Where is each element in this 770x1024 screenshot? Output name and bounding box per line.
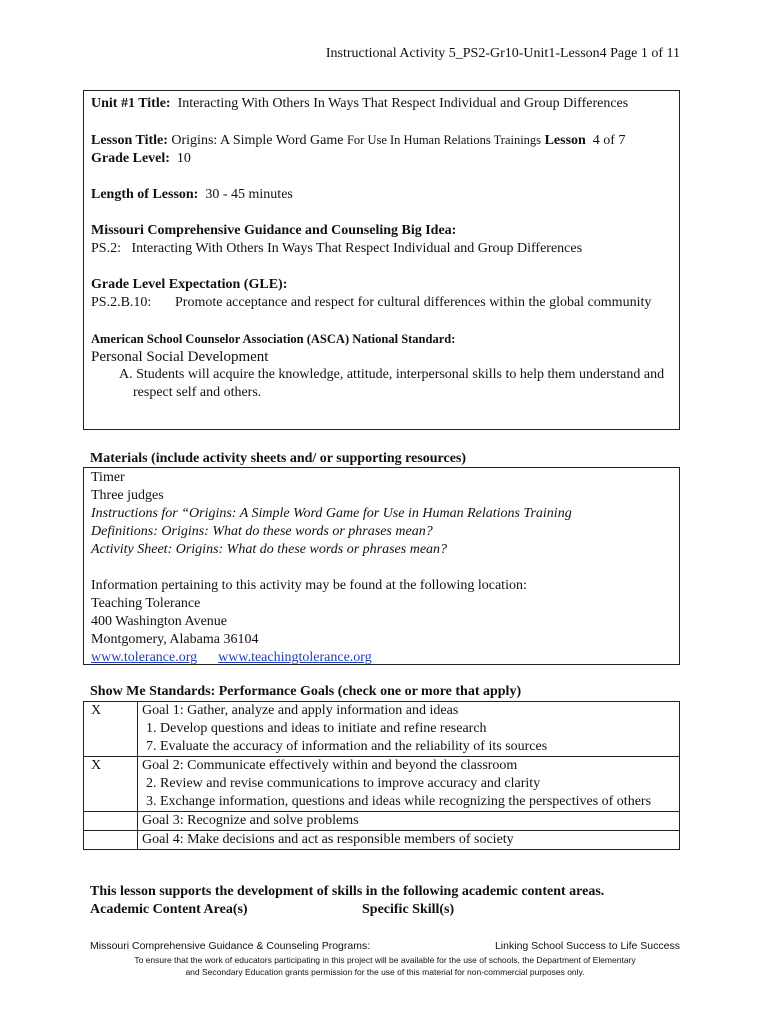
material-italic-item: Instructions for “Origins: A Simple Word Game for Use in Human Relations Training <box>91 506 572 521</box>
footer-right: Linking School Success to Life Success <box>494 940 680 952</box>
teaching-tolerance-link[interactable]: www.teachingtolerance.org <box>218 650 372 665</box>
goal1-check: X <box>84 702 138 757</box>
goal4: Goal 4: Make decisions and act as responsible members of society <box>138 831 680 850</box>
unit-label: Unit #1 Title: <box>91 96 171 111</box>
goal2-check: X <box>84 757 138 812</box>
grade-level-line <box>91 150 672 168</box>
length-label: Length of Lesson: <box>91 187 199 202</box>
asca-domain: Personal Social Development <box>91 349 269 365</box>
material-item: Three judges <box>91 488 164 503</box>
table-row <box>84 812 680 831</box>
goal2: Goal 2: Communicate effectively within and beyond the classroom <box>142 758 518 773</box>
unit-title-line <box>91 95 672 113</box>
big-idea-value: PS.2: Interacting With Others In Ways That Respect Individual and Group Differences <box>91 241 583 256</box>
footer-top <box>90 940 680 952</box>
goal2-sub: 2. Review and revise communications to improve accuracy and clarity <box>146 776 541 791</box>
table-row <box>84 831 680 850</box>
goal1: Goal 1: Gather, analyze and apply information and ideas <box>142 703 459 718</box>
tolerance-link[interactable]: www.tolerance.org <box>91 650 198 665</box>
goal2-cell <box>138 757 680 812</box>
show-me-standards-title: Show Me Standards: Performance Goals (check one or more that apply) <box>90 684 522 699</box>
footer-notice-line1: To ensure that the work of educators participating in this project will be available for the use of schools, the Department of Elementary <box>134 955 636 965</box>
gle-label: Grade Level Expectation (GLE): <box>91 277 288 292</box>
specific-skill-header: Specific Skill(s) <box>362 902 455 917</box>
unit-title: Interacting With Others In Ways That Respect Individual and Group Differences <box>177 96 629 111</box>
academic-columns <box>90 901 604 919</box>
material-italic-item: Activity Sheet: Origins: What do these words or phrases mean? <box>91 542 448 557</box>
goal3-check <box>84 812 138 831</box>
links-line <box>91 649 672 667</box>
table-row <box>84 757 680 812</box>
goal3: Goal 3: Recognize and solve problems <box>138 812 680 831</box>
lesson-label: Lesson Title: <box>91 133 168 148</box>
lesson-title-line <box>91 131 672 150</box>
length-line <box>91 186 672 204</box>
length-value: 30 - 45 minutes <box>205 187 293 202</box>
org-name: Teaching Tolerance <box>91 596 201 611</box>
goal4-check <box>84 831 138 850</box>
big-idea-label: Missouri Comprehensive Guidance and Counseling Big Idea: <box>91 223 457 238</box>
material-item: Timer <box>91 470 125 485</box>
academic-supports-section <box>90 883 604 919</box>
footer-notice <box>90 954 680 978</box>
lesson-title-small: For Use In Human Relations Trainings <box>346 133 542 147</box>
academic-area-header: Academic Content Area(s) <box>90 902 248 917</box>
info-intro: Information pertaining to this activity may be found at the following location: <box>91 578 527 593</box>
goal1-sub: 7. Evaluate the accuracy of information and the reliability of its sources <box>146 739 548 754</box>
page-header: Instructional Activity 5_PS2-Gr10-Unit1-Lesson4 Page 1 of 11 <box>325 46 680 61</box>
lesson-number-label: Lesson <box>544 133 586 148</box>
asca-label: American School Counselor Association (ASCA) National Standard: <box>91 332 456 346</box>
org-street: 400 Washington Avenue <box>91 614 228 629</box>
grade-value: 10 <box>176 151 191 166</box>
materials-title: Materials (include activity sheets and/ or supporting resources) <box>90 451 467 466</box>
grade-label: Grade Level: <box>91 151 170 166</box>
gle-code: PS.2.B.10: <box>91 295 152 310</box>
goal1-sub: 1. Develop questions and ideas to initiate and refine research <box>146 721 487 736</box>
goal1-cell <box>138 702 680 757</box>
materials-box <box>83 467 680 665</box>
academic-supports-text: This lesson supports the development of skills in the following academic content areas. <box>90 884 605 899</box>
gle-text: Promote acceptance and respect for cultural differences within the global community <box>175 295 652 310</box>
asca-item: A. Students will acquire the knowledge, attitude, interpersonal skills to help them understand and respect self and others. <box>119 367 665 400</box>
footer-notice-line2: and Secondary Education grants permission for the use of this material for non-commercial purposes only. <box>185 967 585 977</box>
performance-goals-table <box>83 701 680 850</box>
lesson-number: 4 of 7 <box>592 133 626 148</box>
table-row <box>84 702 680 757</box>
gle-row <box>91 294 672 312</box>
org-city: Montgomery, Alabama 36104 <box>91 632 259 647</box>
material-italic-item: Definitions: Origins: What do these words or phrases mean? <box>91 524 433 539</box>
lesson-title: Origins: A Simple Word Game <box>171 133 347 148</box>
goal2-sub: 3. Exchange information, questions and ideas while recognizing the perspectives of others <box>146 794 652 809</box>
footer-left: Missouri Comprehensive Guidance & Counseling Programs: <box>90 940 371 952</box>
lesson-info-box <box>83 90 680 430</box>
